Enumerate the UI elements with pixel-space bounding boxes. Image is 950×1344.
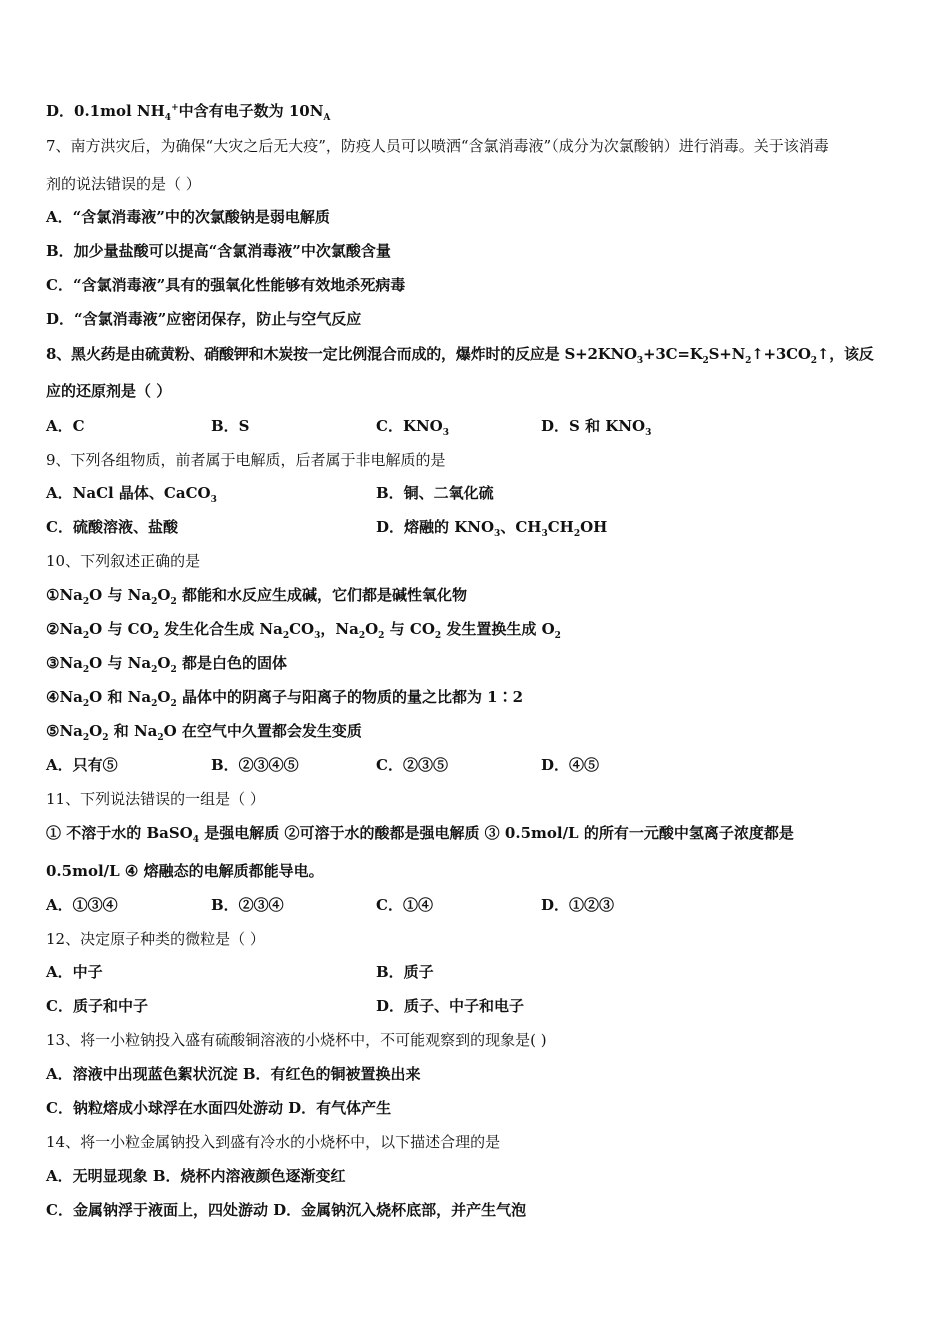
text: 晶体中的阴离子与阳离子的物质的量之比都为 1∶2 [176,688,524,706]
text: O [365,620,379,638]
q7-option-a: A．“含氯消毒液”中的次氯酸钠是弱电解质 [46,208,330,226]
q8-d-text: D．S 和 KNO [541,417,646,435]
text: ，Na [320,620,359,638]
text: O 与 CO [89,620,153,638]
subscript: 4 [192,835,200,845]
subscript: 2 [810,356,817,366]
text: ⑤Na [46,722,83,740]
text: 都是白色的固体 [176,654,287,672]
text: O [157,586,171,604]
q10-option-a: A．只有⑤ [46,756,118,774]
text: O 与 Na [89,586,152,604]
text: 发生置换生成 O [441,620,555,638]
subscript: A [323,113,331,123]
q8-text: S+N [708,345,746,363]
q9-stem: 9、下列各组物质，前者属于电解质，后者属于非电解质的是 [46,451,446,469]
subscript: 2 [82,665,90,675]
q11-statements-line1 [46,823,794,843]
superscript: + [171,103,179,113]
text: ③Na [46,654,83,672]
q9-d-text: CH [547,518,574,536]
subscript: 3 [645,428,652,438]
q8-option-b: B．S [211,417,250,435]
subscript: 2 [151,597,158,607]
q10-statement-4 [46,687,523,707]
subscript: 2 [82,733,90,743]
text: ① 不溶于水的 BaSO [46,824,193,842]
q9-d-text: 、CH [500,518,542,536]
q7-stem-line2: 剂的说法错误的是（ ） [46,175,201,193]
q11-statements-line2: 0.5mol/L ④ 熔融态的电解质都能导电。 [46,862,324,880]
subscript: 2 [702,356,709,366]
q12-option-b: B．质子 [376,963,434,981]
q14-stem: 14、将一小粒金属钠投入到盛有冷水的小烧杯中，以下描述合理的是 [46,1133,501,1151]
subscript: 4 [164,113,172,123]
subscript: 2 [745,356,752,366]
q6-d-text: D．0.1mol NH [46,102,165,120]
q10-statement-5 [46,721,362,741]
subscript: 2 [434,631,442,641]
subscript: 2 [82,597,90,607]
q12-option-d: D．质子、中子和电子 [376,997,525,1015]
q13-options-ab: A．溶液中出现蓝色絮状沉淀 B．有红色的铜被置换出来 [46,1065,421,1083]
subscript: 2 [157,733,164,743]
q7-option-b: B．加少量盐酸可以提高“含氯消毒液”中次氯酸含量 [46,242,391,260]
q7-stem-line1: 7、南方洪灾后，为确保“大灾之后无大疫”，防疫人员可以喷洒“含氯消毒液”（成分为次氯酸钠）进行消毒。关于该消毒 [46,137,829,155]
q13-options-cd: C．钠粒熔成小球浮在水面四处游动 D．有气体产生 [46,1099,392,1117]
subscript: 2 [554,631,561,641]
subscript: 2 [358,631,366,641]
q8-c-text: C．KNO [376,417,443,435]
subscript: 2 [151,665,158,675]
text: O [157,654,171,672]
subscript: 2 [82,631,90,641]
text: O 与 Na [89,654,152,672]
subscript: 3 [494,529,501,539]
q7-option-c: C．“含氯消毒液”具有的强氧化性能够有效地杀死病毒 [46,276,406,294]
q9-option-c: C．硫酸溶液、盐酸 [46,518,178,536]
q12-option-a: A．中子 [46,963,103,981]
text: 都能和水反应生成碱，它们都是碱性氧化物 [176,586,467,604]
q11-stem: 11、下列说法错误的一组是（ ） [46,790,265,808]
q11-option-c: C．①④ [376,896,433,914]
q11-option-a: A．①③④ [46,896,118,914]
text: O [157,688,171,706]
q8-option-d [541,416,651,436]
q14-options-cd: C．金属钠浮于液面上，四处游动 D．金属钠沉入烧杯底部，并产生气泡 [46,1201,527,1219]
q13-stem: 13、将一小粒钠投入盛有硫酸铜溶液的小烧杯中，不可能观察到的现象是( ) [46,1031,547,1049]
text: ①Na [46,586,83,604]
q9-option-a [46,483,217,503]
q8-stem-line2: 应的还原剂是（ ） [46,382,172,400]
q14-options-ab: A．无明显现象 B．烧杯内溶液颜色逐渐变红 [46,1167,346,1185]
subscript: 3 [442,428,450,438]
q7-option-d: D．“含氯消毒液”应密闭保存，防止与空气反应 [46,310,362,328]
q8-stem-line1 [46,344,874,364]
q10-statement-1 [46,585,467,605]
subscript: 2 [102,733,109,743]
q10-statement-3 [46,653,287,673]
text: ②Na [46,620,83,638]
subscript: 2 [82,699,90,709]
subscript: 2 [170,597,177,607]
q6-d-text-2: 中含有电子数为 10N [178,102,324,120]
subscript: 2 [378,631,385,641]
text: O [89,722,103,740]
text: 是强电解质 ②可溶于水的酸都是强电解质 ③ 0.5mol/L 的所有一元酸中氢离子浓度都是 [199,824,794,842]
q9-d-text: OH [580,518,608,536]
subscript: 2 [573,529,581,539]
subscript: 3 [314,631,321,641]
q10-statement-2 [46,619,561,639]
subscript: 2 [170,699,177,709]
subscript: 3 [541,529,548,539]
q6-option-d [46,101,330,121]
text: CO [289,620,315,638]
text: O 在空气中久置都会发生变质 [163,722,362,740]
text: 与 CO [384,620,435,638]
q9-d-text: D．熔融的 KNO [376,518,495,536]
subscript: 2 [152,631,159,641]
q8-text: ↑+3CO [751,345,811,363]
q11-option-d: D．①②③ [541,896,615,914]
q12-option-c: C．质子和中子 [46,997,148,1015]
q8-option-c [376,416,449,436]
subscript: 3 [636,356,643,366]
q10-option-c: C．②③⑤ [376,756,448,774]
q10-option-b: B．②③④⑤ [211,756,299,774]
text: 和 Na [108,722,158,740]
q9-a-text: A．NaCl 晶体、CaCO [46,484,211,502]
q9-option-d [376,517,607,537]
q9-option-b: B．铜、二氧化硫 [376,484,494,502]
subscript: 2 [170,665,177,675]
q8-text: ↑，该反 [816,345,874,363]
q12-stem: 12、决定原子种类的微粒是（ ） [46,930,265,948]
text: 发生化合生成 Na [158,620,283,638]
q8-text: 8、黑火药是由硫黄粉、硝酸钾和木炭按一定比例混合而成的，爆炸时的反应是 S+2KNO [46,345,637,363]
subscript: 2 [151,699,158,709]
subscript: 3 [210,495,217,505]
q10-option-d: D．④⑤ [541,756,600,774]
q10-stem: 10、下列叙述正确的是 [46,552,201,570]
text: ④Na [46,688,83,706]
q8-option-a: A．C [46,417,85,435]
subscript: 2 [282,631,290,641]
text: O 和 Na [89,688,152,706]
q11-option-b: B．②③④ [211,896,284,914]
q8-text: +3C=K [642,345,703,363]
